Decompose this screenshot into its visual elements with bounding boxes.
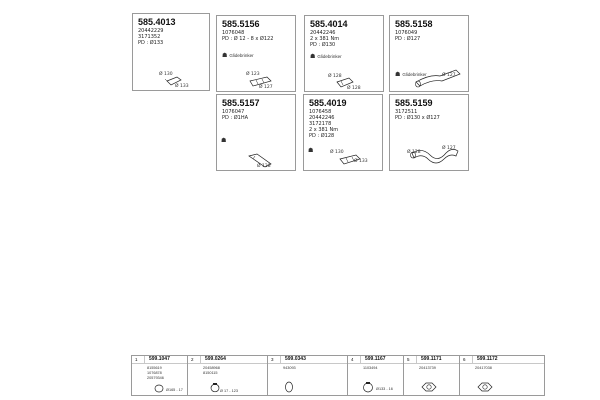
accessory-part-number: 599.1171 [421, 356, 442, 362]
part-card-585-5159[interactable] [389, 94, 469, 171]
diameter-label: Ø 128 [407, 150, 421, 155]
ref-line: PD : Ø133 [138, 40, 164, 46]
note: ☗ Glidebrinker [395, 72, 427, 78]
dimension-label: Ø165 - 17 [166, 388, 183, 392]
accessory-part-number: 599.1172 [477, 356, 498, 362]
ref-line: 20442246 [309, 115, 335, 121]
part-number: 585.5157 [222, 98, 260, 108]
clamp-icon [210, 383, 220, 393]
diameter-label: Ø 128 [347, 86, 361, 91]
accessory-ref: 20579346 [147, 376, 164, 380]
accessory-ref: 20417038 [475, 366, 492, 370]
part-number: 585.5158 [395, 19, 433, 29]
accessory-index: 3 [271, 357, 274, 362]
part-card-585-4019[interactable] [303, 94, 383, 171]
accessory-ref: 8155619 [147, 366, 162, 370]
ref-line: 2 x 381 Nm [309, 127, 339, 133]
part-card-585-5158[interactable] [389, 15, 469, 92]
accessory-cell[interactable] [460, 356, 544, 395]
part-number: 585.4013 [138, 17, 176, 27]
part-number: 585.5159 [395, 98, 433, 108]
note [308, 147, 315, 154]
accessory-ref: 8150115 [203, 371, 218, 375]
diameter-label: Ø 133 [175, 84, 189, 89]
bracket-icon: ☗ [221, 138, 227, 144]
part-card-585-4014[interactable] [304, 15, 384, 92]
accessory-ref: 20413739 [419, 366, 436, 370]
flange-gasket-icon [420, 381, 438, 393]
gasket-ring-icon [284, 381, 294, 393]
part-number: 585.4019 [309, 98, 347, 108]
ref-line: 3172178 [309, 121, 332, 127]
diameter-label: Ø 133 [354, 159, 368, 164]
accessory-ref: 943093 [283, 366, 296, 370]
diameter-label: Ø 130 [159, 72, 173, 77]
note: ☗ Glidebrinker [222, 53, 254, 59]
accessory-index: 2 [191, 357, 194, 362]
part-card-585-5156[interactable] [216, 15, 296, 92]
bracket-icon: ☗ [222, 53, 228, 59]
ref-line: 20442229 [138, 28, 164, 34]
accessory-index: 6 [463, 357, 466, 362]
accessory-part-number: 599.1167 [365, 356, 386, 362]
diameter-label: Ø 127 [442, 146, 456, 151]
dimension-label: Ø 17 - 123 [220, 389, 238, 393]
dimension-label: Ø133 - 16 [376, 387, 393, 391]
accessory-part-number: 599.0264 [205, 356, 226, 362]
bracket-icon: ☗ [308, 148, 314, 154]
clamp-icon [154, 384, 164, 393]
part-card-585-5157[interactable] [216, 94, 296, 171]
ref-line: PD : Ø 12 - 8 x Ø122 [222, 36, 274, 42]
diameter-label: Ø 127 [259, 85, 273, 90]
accessory-index: 1 [135, 357, 138, 362]
ref-line: 20442246 [310, 30, 336, 36]
bracket-icon: ☗ [395, 72, 401, 78]
accessory-cell[interactable] [268, 356, 348, 395]
bracket-icon: ☗ [310, 54, 316, 60]
accessory-strip [131, 355, 545, 396]
ref-line: PD : Ø130 [310, 42, 336, 48]
ref-line: 1076458 [309, 109, 332, 115]
diameter-label: Ø 128 [328, 74, 342, 79]
ref-line: 3172511 [395, 109, 418, 115]
ref-line: PD : Ø130 x Ø127 [395, 115, 440, 121]
flange-gasket-icon [476, 381, 494, 393]
accessory-ref: 1103494 [363, 366, 378, 370]
ref-line: 1076049 [395, 30, 418, 36]
accessory-cell[interactable] [188, 356, 268, 395]
diameter-label: Ø 127 [442, 73, 456, 78]
accessory-part-number: 599.0343 [285, 356, 306, 362]
ref-line: PD : Ø1HA [222, 115, 249, 121]
diameter-label: Ø 123 [246, 72, 260, 77]
accessory-ref: 20458968 [203, 366, 220, 370]
ref-line: 1076047 [222, 109, 245, 115]
diameter-label: Ø 128 [257, 164, 271, 169]
ref-line: 1076048 [222, 30, 245, 36]
note: ☗ Glidebrinker [310, 54, 342, 60]
ref-line: PD : Ø127 [395, 36, 421, 42]
exhaust-pipe-drawing [410, 60, 470, 90]
diameter-label: Ø 130 [330, 150, 344, 155]
ref-line: PD : Ø128 [309, 133, 335, 139]
accessory-cell[interactable] [348, 356, 404, 395]
accessory-cell[interactable] [132, 356, 188, 395]
part-number: 585.4014 [310, 19, 348, 29]
clamp-icon [362, 382, 374, 393]
ref-line: 3171352 [138, 34, 161, 40]
part-number: 585.5156 [222, 19, 260, 29]
accessory-index: 5 [407, 357, 410, 362]
ref-line: 2 x 381 Nm [310, 36, 340, 42]
part-card-585-4013[interactable] [132, 13, 210, 91]
accessory-cell[interactable] [404, 356, 460, 395]
note [221, 137, 228, 144]
accessory-part-number: 599.1047 [149, 356, 170, 362]
accessory-ref: 1076878 [147, 371, 162, 375]
accessory-index: 4 [351, 357, 354, 362]
